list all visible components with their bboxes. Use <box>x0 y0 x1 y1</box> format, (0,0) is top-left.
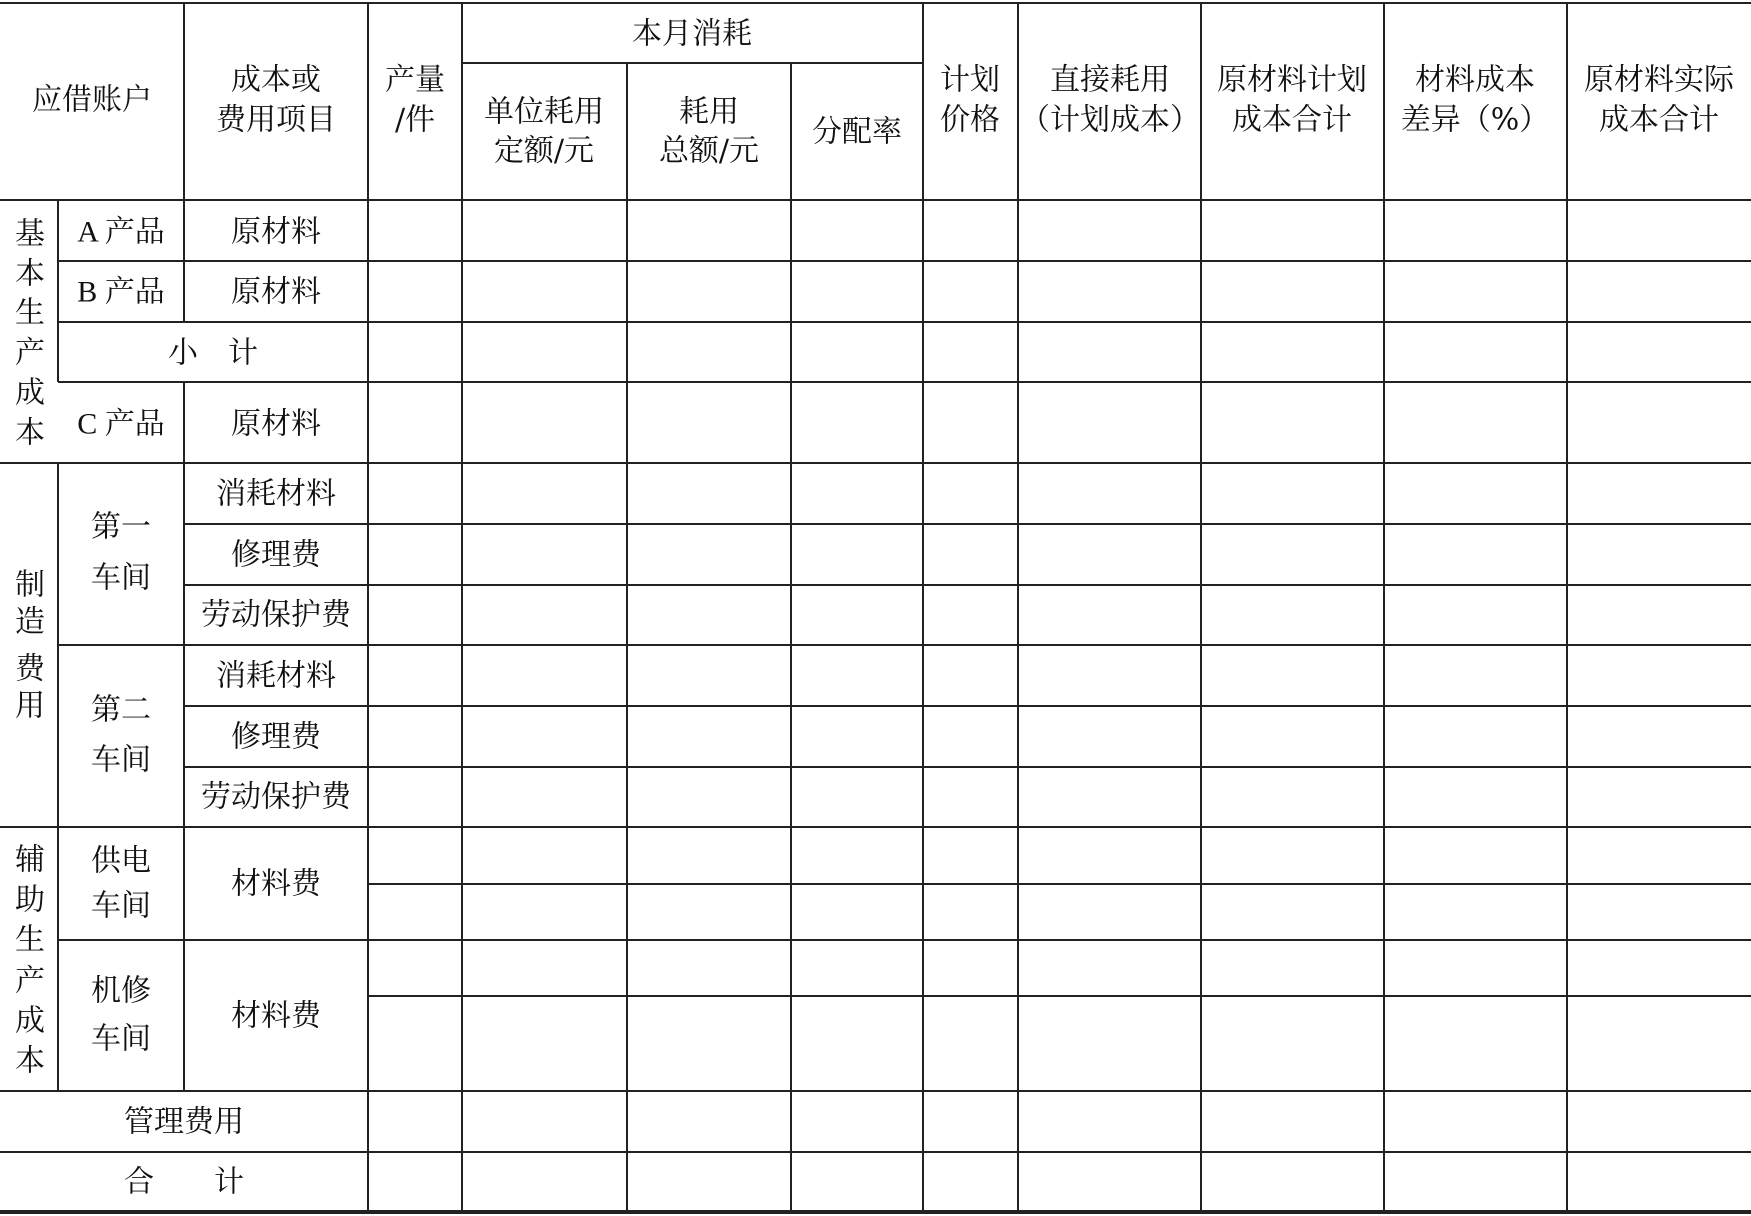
group-label-char: 本 <box>15 1043 45 1079</box>
row-workshop-1-item: 修理费 <box>231 537 321 573</box>
group-manufacturing-overhead <box>15 568 46 724</box>
group-label-char: 本 <box>15 415 45 451</box>
group-label-char: 本 <box>15 256 45 292</box>
row-product-a: A 产品 <box>77 215 165 249</box>
row-product-b: B 产品 <box>77 275 165 309</box>
header-direct-use: （计划成本） <box>1020 102 1200 138</box>
header-cost-item: 费用项目 <box>216 102 336 138</box>
group-basic-production <box>15 217 45 451</box>
group-label-char: 用 <box>15 688 45 724</box>
group-label-char: 助 <box>15 882 45 918</box>
row-product-b-item: 原材料 <box>231 274 321 310</box>
header-plan-price: 价格 <box>940 102 1000 138</box>
row-subtotal: 小 计 <box>168 335 258 371</box>
row-power-workshop: 车间 <box>91 888 151 924</box>
row-admin-expense: 管理费用 <box>124 1104 244 1140</box>
header-output: 产量 <box>385 62 445 98</box>
row-product-c: C 产品 <box>77 407 165 441</box>
group-label-char: 成 <box>15 375 45 411</box>
header-actual-cost-total: 原材料实际 <box>1584 62 1734 98</box>
group-label-char: 生 <box>15 922 45 958</box>
row-workshop-1-item: 消耗材料 <box>216 476 336 512</box>
header-monthly-consumption: 本月消耗 <box>632 16 752 52</box>
group-label-char: 造 <box>15 604 45 640</box>
header-cost-item: 成本或 <box>231 62 321 98</box>
header-plan-cost-total: 成本合计 <box>1232 102 1352 138</box>
header-output: /件 <box>394 102 436 138</box>
header-allocation-rate: 分配率 <box>812 114 902 150</box>
row-power-workshop-item: 材料费 <box>231 866 321 902</box>
table-header <box>32 17 1735 169</box>
header-debit-account: 应借账户 <box>32 82 152 118</box>
header-material-variance: 材料成本 <box>1415 62 1535 98</box>
header-plan-price: 计划 <box>940 62 1000 98</box>
group-label-char: 费 <box>15 651 45 687</box>
row-power-workshop: 供电 <box>91 843 151 879</box>
row-workshop-1: 第一 <box>91 509 151 545</box>
row-total: 合 计 <box>124 1164 244 1200</box>
row-repair-workshop-item: 材料费 <box>231 998 321 1034</box>
row-repair-workshop: 车间 <box>91 1021 151 1057</box>
group-label-char: 成 <box>15 1003 45 1039</box>
row-product-a-item: 原材料 <box>231 214 321 250</box>
group-label-char: 基 <box>15 216 45 252</box>
group-label-char: 产 <box>15 963 45 999</box>
row-workshop-2: 第二 <box>91 692 151 728</box>
row-workshop-2-item: 消耗材料 <box>216 658 336 694</box>
row-workshop-1: 车间 <box>91 560 151 596</box>
group-label-char: 产 <box>15 335 45 371</box>
row-workshop-2-item: 劳动保护费 <box>201 779 351 815</box>
group-label-char: 制 <box>15 567 45 603</box>
header-unit-quota: 定额/元 <box>493 133 595 169</box>
header-unit-quota: 单位耗用 <box>484 94 604 130</box>
header-total-usage: 耗用 <box>679 94 739 130</box>
row-workshop-2-item: 修理费 <box>231 719 321 755</box>
header-direct-use: 直接耗用 <box>1050 62 1170 98</box>
group-label-char: 辅 <box>15 842 45 878</box>
header-plan-cost-total: 原材料计划 <box>1217 62 1367 98</box>
group-label-char: 生 <box>15 295 45 331</box>
row-workshop-2: 车间 <box>91 742 151 778</box>
header-material-variance: 差异（%） <box>1400 102 1550 138</box>
row-repair-workshop: 机修 <box>91 973 151 1009</box>
header-actual-cost-total: 成本合计 <box>1599 102 1719 138</box>
row-product-c-item: 原材料 <box>231 406 321 442</box>
row-workshop-1-item: 劳动保护费 <box>201 597 351 633</box>
group-auxiliary-production <box>15 843 45 1079</box>
header-total-usage: 总额/元 <box>658 133 760 169</box>
